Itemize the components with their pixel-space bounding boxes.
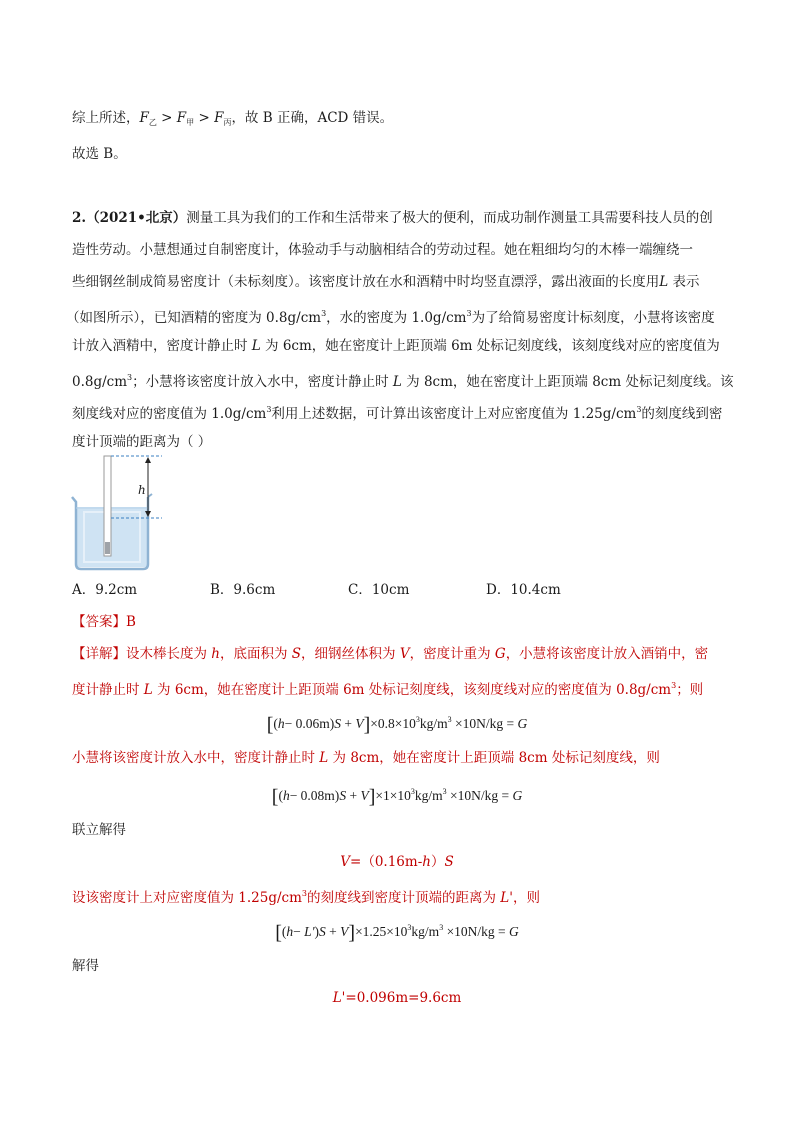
question-number: 2. xyxy=(72,210,87,226)
question-line-6: $0.8g/cm^3$；小慧将该密度计放入水中，密度计静止时 L 为 8cm，她在密度计上距顶端 8cm 处标记刻度线。该 xyxy=(72,373,734,390)
detail-line-1: 【详解】设木棒长度为 h，底面积为 S，细钢丝体积为 V，密度计重为 G，小慧将该密度计放入酒销中，密 xyxy=(72,646,709,662)
option-a[interactable]: A．9.2cm xyxy=(72,582,138,598)
answer-label: 【答案】 xyxy=(72,614,126,630)
question-line-8: 度计顶端的距离为（ ） xyxy=(72,434,212,450)
option-c[interactable]: C．10cm xyxy=(348,582,410,598)
answer-line xyxy=(72,612,136,632)
question-line-2: 造性劳动。小慧想通过自制密度计，体验动手与动脑相结合的劳动过程。她在粗细均匀的木棒一端缠绕一 xyxy=(72,242,693,258)
force-f-yi: F xyxy=(139,110,149,126)
equation-4: $[(h- L')S + V]\times 1.25\times 10^3kg/m^3 \times 10N/kg = G$ xyxy=(275,922,519,944)
beaker-figure xyxy=(66,452,176,574)
equation-5: L'=0.096m=9.6cm xyxy=(332,990,462,1006)
detail-line-3: 小慧将该密度计放入水中，密度计静止时 L 为 8cm，她在密度计上距顶端 8cm 处标记刻度线，则 xyxy=(72,750,660,766)
option-b[interactable]: B．9.6cm xyxy=(210,582,276,598)
detail-label: 【详解】 xyxy=(72,646,126,662)
question-line-5: 计放入酒精中，密度计静止时 L 为 6cm，她在密度计上距顶端 6m 处标记刻度线，该刻度线对应的密度值为 xyxy=(72,338,720,354)
summary-prefix: 综上所述， xyxy=(72,110,140,126)
liquid xyxy=(76,507,148,567)
question-line-4: （如图所示），已知酒精的密度为 $0.8g/cm^3$，水的密度为 $1.0g/cm^3$为了给简易密度计标刻度，小慧将该密度 xyxy=(66,309,715,326)
densitometer-stick xyxy=(104,456,111,556)
force-f-jia: F xyxy=(176,110,187,126)
question-line-7: 刻度线对应的密度值为 $1.0g/cm^3$利用上述数据，可计算出该密度计上对应密度值为 $1.25g/cm^3$的刻度线到密 xyxy=(72,405,723,422)
conclusion: 故选 B。 xyxy=(72,146,127,162)
equation-3: V=（0.16m-h）S xyxy=(340,854,454,870)
option-d[interactable]: D．10.4cm xyxy=(486,582,561,598)
detail-line-4: 设该密度计上对应密度值为 $1.25g/cm^3$的刻度线到密度计顶端的距离为 L'，则 xyxy=(72,889,540,906)
figure-label-h: h xyxy=(138,483,146,497)
equation-2: $[(h- 0.08m)S + V]\times 1\times 10^3kg/m^3 \times 10N/kg = G$ xyxy=(271,786,523,808)
solve-label-1: 联立解得 xyxy=(72,822,126,838)
detail-line-2: 度计静止时 L 为 6cm，她在密度计上距顶端 6m 处标记刻度线，该刻度线对应的密度值为 $0.8g/cm^3$；则 xyxy=(72,681,704,698)
question-source: （2021•北京） xyxy=(86,210,187,226)
steel-wire xyxy=(105,542,110,554)
answer-value: B xyxy=(126,614,136,630)
equation-1: $[(h- 0.06m)S + V]\times 0.8\times 10^3kg/m^3 \times 10N/kg = G$ xyxy=(266,714,528,736)
question-line-3: 些细钢丝制成简易密度计（未标刻度）。该密度计放在水和酒精中时均竖直漂浮，露出液面的长度用L 表示 xyxy=(72,274,700,290)
question-line-1: 2.（2021•北京）测量工具为我们的工作和生活带来了极大的便利，而成功制作测量工具需要科技人员的创 xyxy=(72,210,713,226)
summary-line: 综上所述，$F_乙 > F_甲 > F_丙$，故 B 正确，ACD 错误。 xyxy=(72,110,394,127)
force-f-bing: F xyxy=(214,110,224,126)
solve-label-2: 解得 xyxy=(72,958,99,974)
